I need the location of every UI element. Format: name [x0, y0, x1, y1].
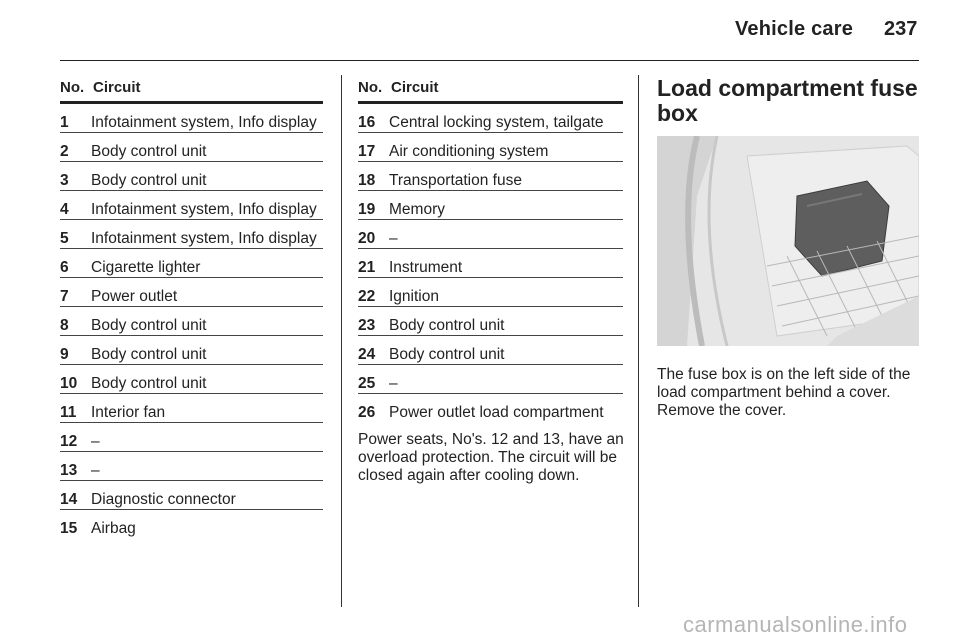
fuse-circuit: Air conditioning system — [389, 143, 549, 160]
fuse-number: 10 — [60, 375, 78, 392]
fuse-number: 7 — [60, 288, 69, 305]
fuse-row — [60, 480, 323, 509]
table-header — [358, 79, 623, 104]
fuse-number: 25 — [358, 375, 376, 392]
fuse-circuit: Body control unit — [91, 375, 207, 392]
fuse-number: 2 — [60, 143, 69, 160]
fuse-number: 26 — [358, 404, 376, 421]
fuse-row — [60, 335, 323, 364]
overload-note: Power seats, No's. 12 and 13, have an overload protection. The circuit will be closed again after cooling down. — [358, 431, 624, 484]
fuse-circuit: Body control unit — [389, 317, 505, 334]
fuse-row — [60, 306, 323, 335]
fuse-circuit: Memory — [389, 201, 445, 218]
fuse-number: 3 — [60, 172, 69, 189]
fuse-circuit: Body control unit — [91, 172, 207, 189]
watermark: carmanualsonline.info — [683, 612, 908, 637]
column-header-circuit: Circuit — [93, 79, 141, 96]
fuse-row — [60, 248, 323, 277]
fuse-row — [60, 161, 323, 190]
fuse-table-right — [358, 79, 623, 422]
load-compartment-illustration — [657, 136, 919, 346]
fuse-number: 8 — [60, 317, 69, 334]
fuse-number: 9 — [60, 346, 69, 363]
table-header — [60, 79, 323, 104]
fuse-circuit: Body control unit — [389, 346, 505, 363]
header-divider — [60, 60, 919, 61]
fuse-row — [358, 114, 623, 132]
fuse-circuit: Interior fan — [91, 404, 166, 421]
chapter-title: Vehicle care — [735, 18, 854, 40]
fuse-row — [358, 393, 623, 422]
fuse-number: 19 — [358, 201, 376, 218]
fuse-row — [60, 132, 323, 161]
fuse-number: 20 — [358, 230, 376, 247]
fuse-number: 24 — [358, 346, 376, 363]
fuse-circuit: Infotainment system, Info display — [91, 201, 317, 218]
fuse-row — [60, 393, 323, 422]
fuse-number: 13 — [60, 462, 78, 479]
fuse-row — [60, 190, 323, 219]
fuse-circuit: Infotainment system, Info display — [91, 114, 317, 131]
fuse-row — [60, 451, 323, 480]
fuse-row — [358, 306, 623, 335]
fuse-table-left — [60, 79, 323, 538]
column-header-no: No. — [358, 79, 383, 96]
fuse-number: 15 — [60, 520, 78, 537]
fuse-row — [60, 364, 323, 393]
fuse-circuit: Ignition — [389, 288, 439, 305]
fuse-circuit: Instrument — [389, 259, 463, 276]
fuse-number: 18 — [358, 172, 376, 189]
fuse-circuit: – — [91, 433, 100, 450]
fuse-row — [358, 132, 623, 161]
fuse-number: 4 — [60, 201, 69, 218]
fuse-circuit: Body control unit — [91, 143, 207, 160]
fuse-circuit: Infotainment system, Info display — [91, 230, 317, 247]
fuse-row — [358, 248, 623, 277]
fuse-circuit: Body control unit — [91, 346, 207, 363]
fuse-row — [358, 161, 623, 190]
fuse-row — [358, 364, 623, 393]
fuse-number: 16 — [358, 114, 376, 131]
fuse-circuit: – — [389, 230, 398, 247]
fuse-row — [60, 509, 323, 538]
fuse-number: 21 — [358, 259, 376, 276]
fuse-circuit: Power outlet load compartment — [389, 404, 604, 421]
fuse-row — [358, 277, 623, 306]
fuse-number: 5 — [60, 230, 69, 247]
fuse-circuit: Central locking system, tailgate — [389, 114, 604, 131]
fuse-number: 22 — [358, 288, 376, 305]
fuse-row — [60, 277, 323, 306]
fuse-circuit: Cigarette lighter — [91, 259, 201, 276]
fuse-number: 1 — [60, 114, 69, 131]
fuse-circuit: Diagnostic connector — [91, 491, 236, 508]
page-number: 237 — [884, 18, 918, 40]
fuse-row — [60, 114, 323, 132]
fuse-number: 17 — [358, 143, 376, 160]
fuse-number: 23 — [358, 317, 376, 334]
fuse-circuit: Airbag — [91, 520, 136, 537]
column-header-no: No. — [60, 79, 85, 96]
fuse-number: 6 — [60, 259, 69, 276]
fuse-circuit: – — [91, 462, 100, 479]
section-body: The fuse box is on the left side of the load compartment behind a cover. Remove the cover. — [657, 366, 911, 419]
fuse-row — [60, 422, 323, 451]
fuse-circuit: – — [389, 375, 398, 392]
fuse-row — [60, 219, 323, 248]
fuse-row — [358, 335, 623, 364]
fuse-circuit: Transportation fuse — [389, 172, 522, 189]
fuse-circuit: Power outlet — [91, 288, 178, 305]
column-divider-2 — [638, 75, 639, 607]
section-heading: Load compartment fuse box — [657, 75, 918, 126]
column-header-circuit: Circuit — [391, 79, 439, 96]
fuse-row — [358, 190, 623, 219]
column-divider-1 — [341, 75, 342, 607]
fuse-number: 14 — [60, 491, 78, 508]
fuse-number: 12 — [60, 433, 78, 450]
fuse-number: 11 — [60, 404, 77, 421]
fuse-row — [358, 219, 623, 248]
fuse-circuit: Body control unit — [91, 317, 207, 334]
